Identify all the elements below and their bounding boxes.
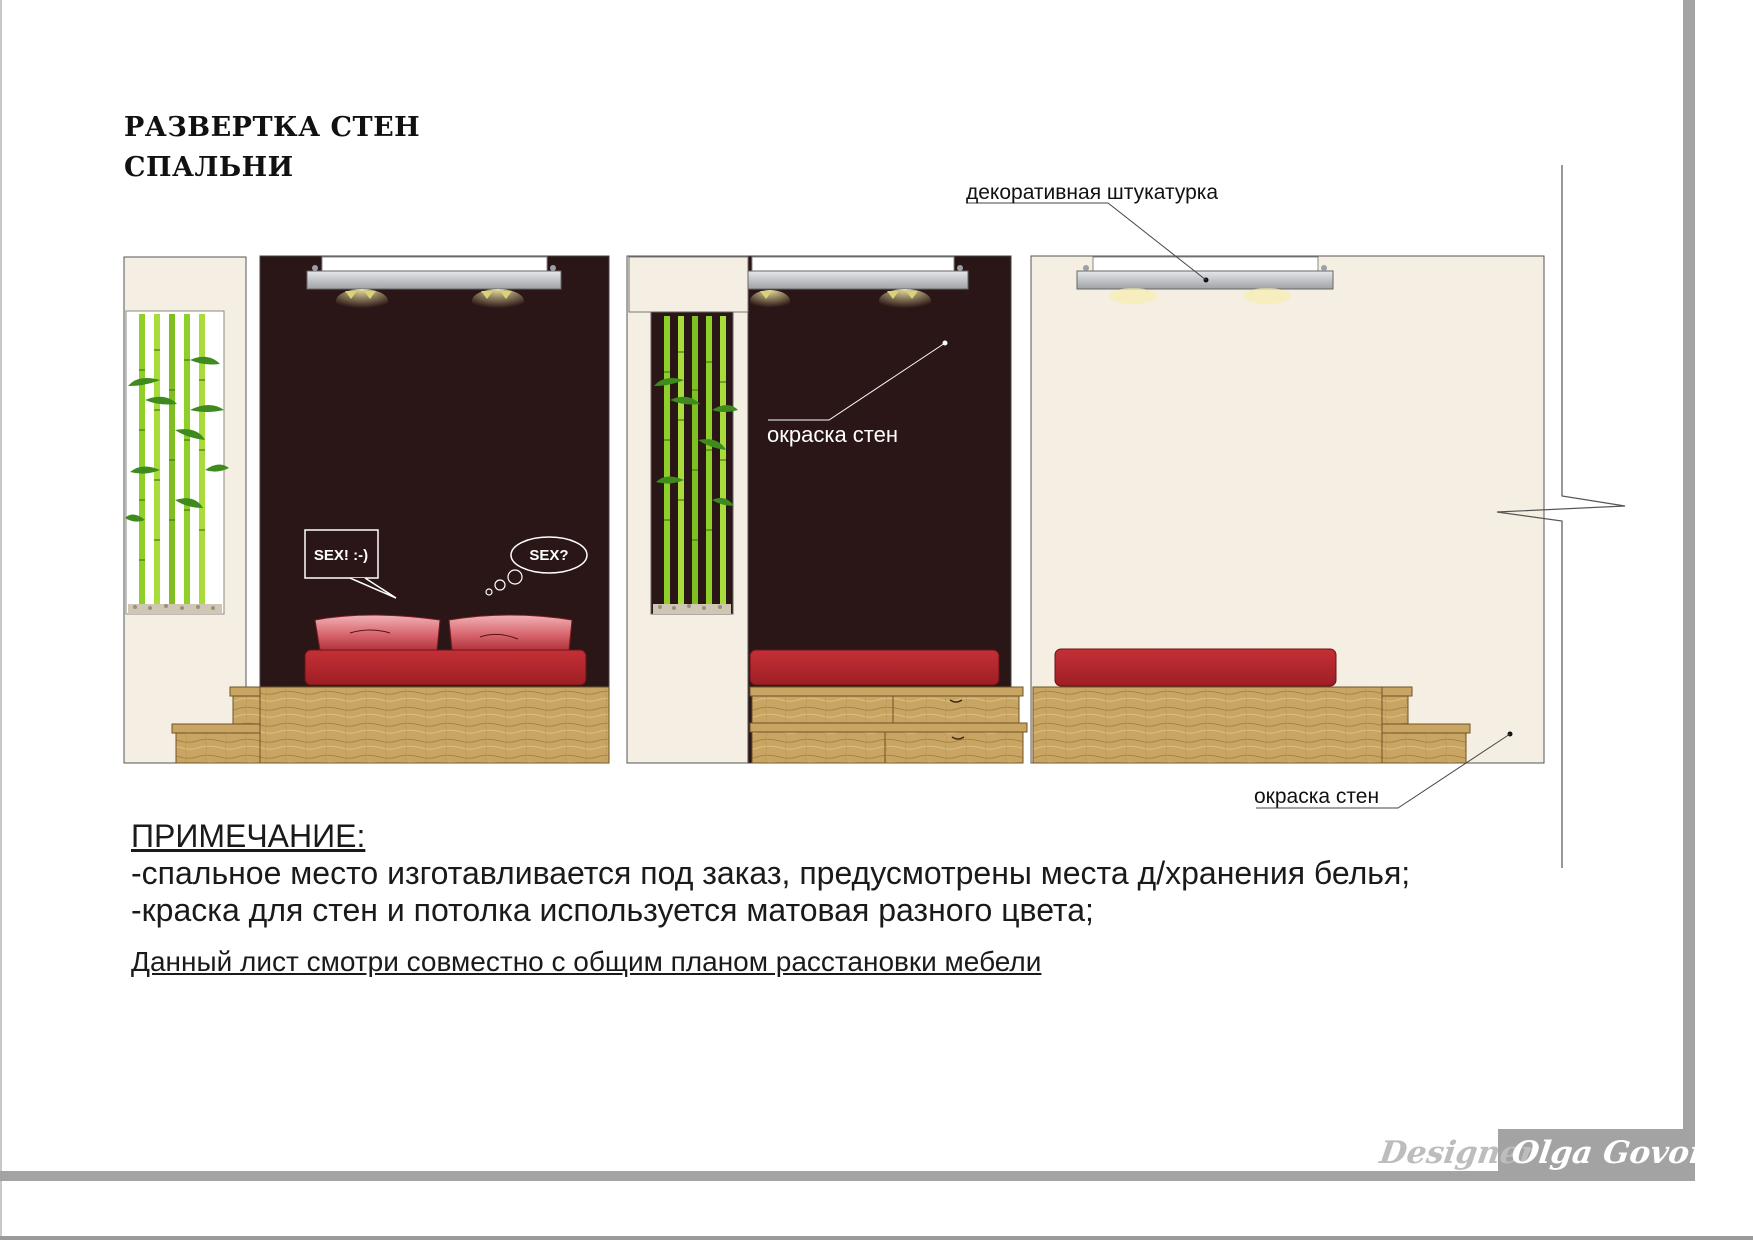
note-heading: ПРИМЕЧАНИЕ: — [131, 818, 366, 854]
step-lower-1 — [176, 733, 260, 763]
note-line-2: -краска для стен и потолка используется матовая разного цвета; — [131, 892, 1094, 928]
frame-right-bar — [1683, 0, 1695, 1181]
speech-bubble-text: SEX! :-) — [313, 547, 369, 564]
note-line-1: -спальное место изготавливается под заказ, предусмотрены места д/хранения белья; — [131, 855, 1411, 891]
note-reference: Данный лист смотри совместно с общим планом расстановки мебели — [131, 946, 1042, 977]
bamboo-icon — [653, 316, 738, 614]
page-title-line-2: СПАЛЬНИ — [124, 152, 294, 183]
storage-drawer-lower — [752, 732, 1023, 763]
mattress-2 — [750, 650, 999, 685]
step-upper-1 — [233, 696, 260, 724]
frame-bottom-bar — [0, 1171, 1695, 1181]
callout-wall-paint-dark-label: окраска стен — [767, 422, 899, 447]
step-upper-3 — [1382, 696, 1408, 724]
mattress-3 — [1055, 649, 1336, 686]
step-lower-3 — [1382, 733, 1466, 763]
designer-name: Olga Govorko — [1509, 1135, 1751, 1171]
storage-drawer-upper — [752, 696, 1019, 723]
thought-bubble-text: SEX? — [529, 547, 569, 564]
elevation-panel-2 — [627, 256, 1027, 763]
callout-plaster-label: декоративная штукатурка — [966, 181, 1219, 204]
page-title-line-1: РАЗВЕРТКА СТЕН — [124, 112, 421, 143]
bed-podium-3 — [1033, 687, 1382, 763]
elevation-panel-1 — [124, 256, 609, 763]
bed-podium-1 — [260, 687, 609, 763]
callout-wall-paint-light-label: окраска стен — [1254, 785, 1380, 808]
designer-label: Designer — [1377, 1135, 1539, 1171]
notes-block — [131, 818, 1410, 929]
elevation-panel-3 — [966, 203, 1544, 808]
mattress-1 — [305, 650, 586, 685]
bottom-border — [0, 1236, 1753, 1240]
